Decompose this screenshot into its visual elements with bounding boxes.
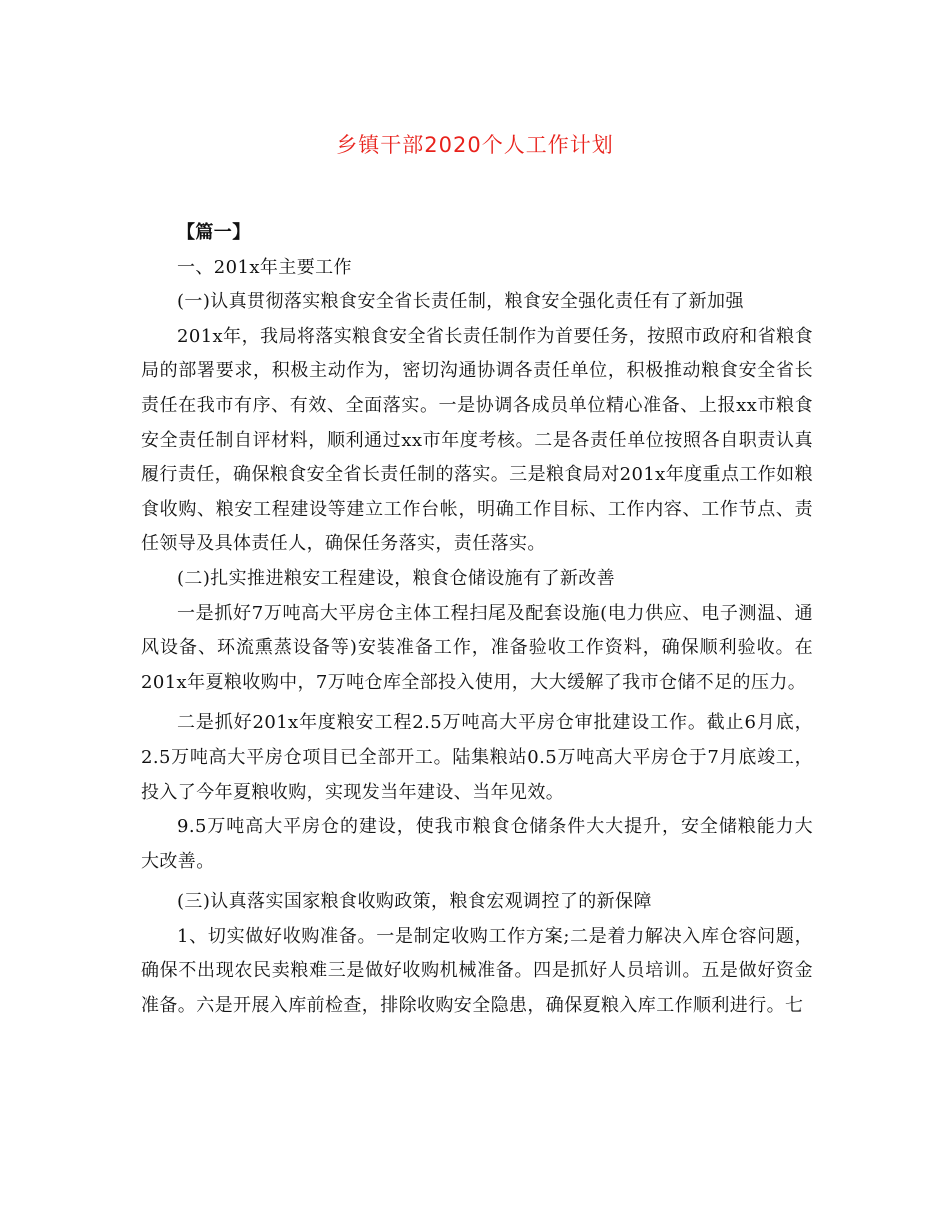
body-paragraph: 1、切实做好收购准备。一是制定收购工作方案;二是着力解决入库仓容问题，确保不出现农民卖粮难三是做好收购机械准备。四是抓好人员培训。五是做好资金准备。六是开展入库前检查，排除收购安全隐患，确保夏粮入库工作顺利进行。七 [141,925,813,1017]
body-paragraph: 二是抓好201x年度粮安工程2.5万吨高大平房仓审批建设工作。截止6月底，2.5万吨高大平房仓项目已全部开工。陆集粮站0.5万吨高大平房仓于7月底竣工，投入了今年夏粮收购，实现发当年建设、当年见效。 [141,712,813,803]
body-paragraph: 201x年，我局将落实粮食安全省长责任制作为首要任务，按照市政府和省粮食局的部署要求，积极主动作为，密切沟通协调各责任单位，积极推动粮食安全省长责任在我市有序、有效、全面落实。一是协调各成员单位精心准备、上报xx市粮食安全责任制自评材料，顺利通过xx市年度考核。二是各责任单位按照各自职责认真履行责任，确保粮食安全省长责任制的落实。三是粮食局对201x年度重点工作如粮食收购、粮安工程建设等建立工作台帐，明确工作目标、工作内容、工作节点、责任领导及具体责任人，确保任务落实，责任落实。 [141,325,813,555]
subheading-paragraph: (二)扎实推进粮安工程建设，粮食仓储设施有了新改善 [177,567,616,589]
document-title: 乡镇干部2020个人工作计划 [336,133,614,157]
body-paragraph: 一是抓好7万吨高大平房仓主体工程扫尾及配套设施(电力供应、电子测温、通风设备、环流熏蒸设备等)安装准备工作，准备验收工作资料，确保顺利验收。在201x年夏粮收购中，7万吨仓库全部投入使用，大大缓解了我市仓储不足的压力。 [141,602,813,693]
heading-paragraph: 一、201x年主要工作 [177,256,352,278]
subheading-paragraph: (一)认真贯彻落实粮食安全省长责任制，粮食安全强化责任有了新加强 [177,291,744,313]
document-body [141,216,813,1024]
subheading-paragraph: (三)认真落实国家粮食收购政策，粮食宏观调控了的新保障 [177,891,652,913]
section-label: 【篇一】 [177,222,251,243]
body-paragraph: 9.5万吨高大平房仓的建设，使我市粮食仓储条件大大提升，安全储粮能力大大改善。 [141,816,813,872]
